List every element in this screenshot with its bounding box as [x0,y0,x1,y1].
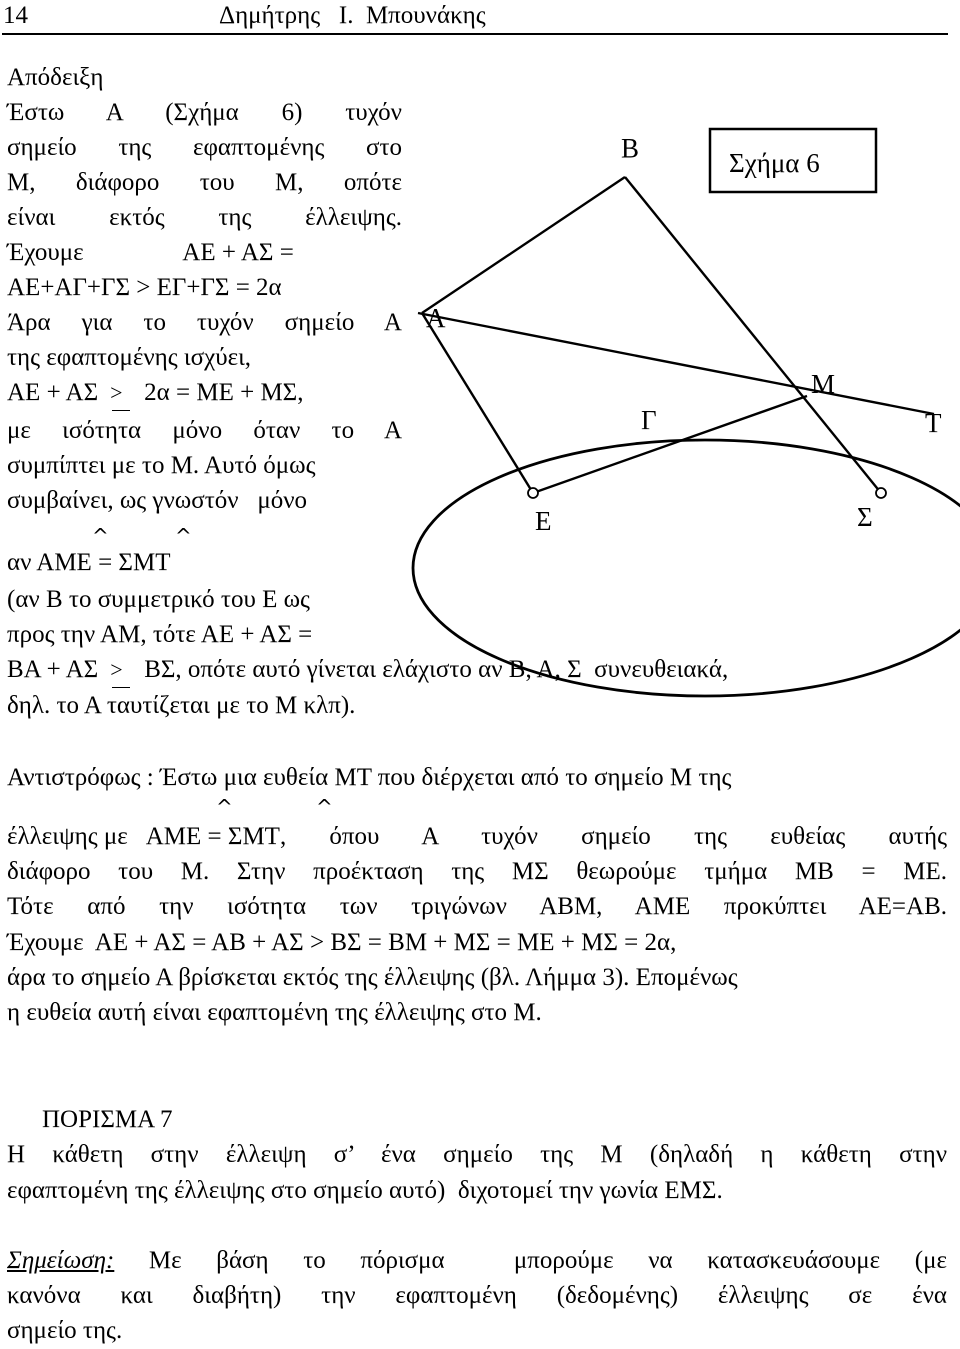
proof-line: (αν Β το συμμετρικό του Ε ως [7,586,310,613]
figure-caption: Σχήμα 6 [729,148,820,178]
proof-line: με ισότητα μόνο όταν το Α [7,417,402,444]
angle-hat-smt-2: ^ [316,795,333,819]
converse-line: άρα το σημείο Α βρίσκεται εκτός της έλλειψης (βλ. Λήμμα 3). Επομένως [7,964,738,991]
note-label: Σημείωση: [7,1247,115,1274]
tangent-line-at [418,313,934,414]
proof-line: ΑΕ+ΑΓ+ΓΣ > ΕΓ+ΓΣ = 2α [7,274,282,301]
converse-line-2 [7,824,947,849]
converse-prefix: έλλειψης με [7,823,128,850]
proof-line: είναι εκτός της έλλειψης. [7,204,402,231]
note-line-1 [7,1248,947,1273]
proof-line: προς την ΑΜ, τότε ΑΕ + ΑΣ = [7,621,313,648]
inequality-left: ΑΕ + ΑΣ [7,379,99,406]
proof-line: της εφαπτομένης ισχύει, [7,344,252,371]
focus-e [528,488,538,498]
geq-symbol: > [110,657,132,682]
proof-line: Άρα για το τυχόν σημείο Α [7,309,402,336]
converse-line: Αντιστρόφως : Έστω μια ευθεία ΜΤ που διέρχεται από το σημείο Μ της [7,764,732,791]
point-label-g: Γ [641,405,657,435]
converse-suffix: , όπου Α τυχόν σημείο της ευθείας αυτής [279,823,947,850]
geq-symbol: > [110,380,132,405]
angle-hat-smt: ^ [175,524,192,548]
proof-line: δηλ. το Α ταυτίζεται με το Μ κλπ). [7,692,356,719]
angle-hat-ame-2: ^ [216,795,233,819]
proof-line: συμπίπτει με το Μ. Αυτό όμως [7,452,316,479]
proof-line: Έχουμε ΑΕ + ΑΣ = [7,239,294,266]
segment-em [533,396,807,493]
proof-line: Έστω Α (Σχήμα 6) τυχόν [7,99,402,126]
inequality-left: ΒΑ + ΑΣ [7,656,99,683]
converse-line: Τότε από την ισότητα των τριγώνων ΑΒΜ, ΑΜΕ προκύπτει ΑΕ=ΑΒ. [7,893,947,920]
point-label-t: Τ [925,408,942,438]
proof-title: Απόδειξη [7,64,104,91]
proof-line: Μ, διάφορο του Μ, οπότε [7,169,402,196]
angle-condition-line: αν ΑΜΕ = ΣΜΤ [7,549,171,576]
corollary-line: εφαπτομένη της έλλειψης στο σημείο αυτό) διχοτομεί την γωνία ΕΜΣ. [7,1177,723,1204]
note-text: Με βάση το πόρισμα μπορούμε να κατασκευάσουμε (με [114,1247,947,1274]
note-line: σημείο της. [7,1317,123,1344]
inequality-line [7,380,303,405]
proof-line: συμβαίνει, ως γνωστόν μόνο [7,487,308,514]
inequality-right: 2α = ΜΕ + ΜΣ, [144,379,304,406]
converse-line: Έχουμε ΑΕ + ΑΣ = ΑΒ + ΑΣ > ΒΣ = ΒΜ + ΜΣ = ΜΕ + ΜΣ = 2α, [7,929,677,956]
converse-line: η ευθεία αυτή είναι εφαπτομένη της έλλειψης στο Μ. [7,999,542,1026]
proof-line: σημείο της εφαπτομένης στο [7,134,402,161]
segment-ae [422,313,533,493]
page-number: 14 [3,2,28,29]
converse-angles: ΑΜΕ = ΣΜΤ [145,823,280,850]
angle-hat-ame: ^ [92,524,109,548]
point-label-s: Σ [857,502,873,532]
running-header-author: Δημήτρης Ι. Μπουνάκης [219,2,486,29]
point-label-b: Β [621,133,640,163]
point-label-a: Α [426,303,446,333]
segment-ab [422,177,625,313]
corollary-line: Η κάθετη στην έλλειψη σ’ ένα σημείο της Μ (δηλαδή η κάθετη στην [7,1141,947,1168]
focus-s [876,488,886,498]
inequality-right: ΒΣ, οπότε αυτό γίνεται ελάχιστο αν Β, Α, Σ συνευθειακά, [144,656,729,683]
note-line: κανόνα και διαβήτη) την εφαπτομένη (δεδομένης) έλλειψης σε ένα [7,1282,947,1309]
point-label-e: Ε [535,506,552,536]
converse-line: διάφορο του Μ. Στην προέκταση της ΜΣ θεωρούμε τμήμα ΜΒ = ΜΕ. [7,858,947,885]
corollary-title: ΠΟΡΙΣΜΑ 7 [42,1106,173,1133]
point-label-m: Μ [811,369,836,399]
proof-full-line [7,657,728,682]
